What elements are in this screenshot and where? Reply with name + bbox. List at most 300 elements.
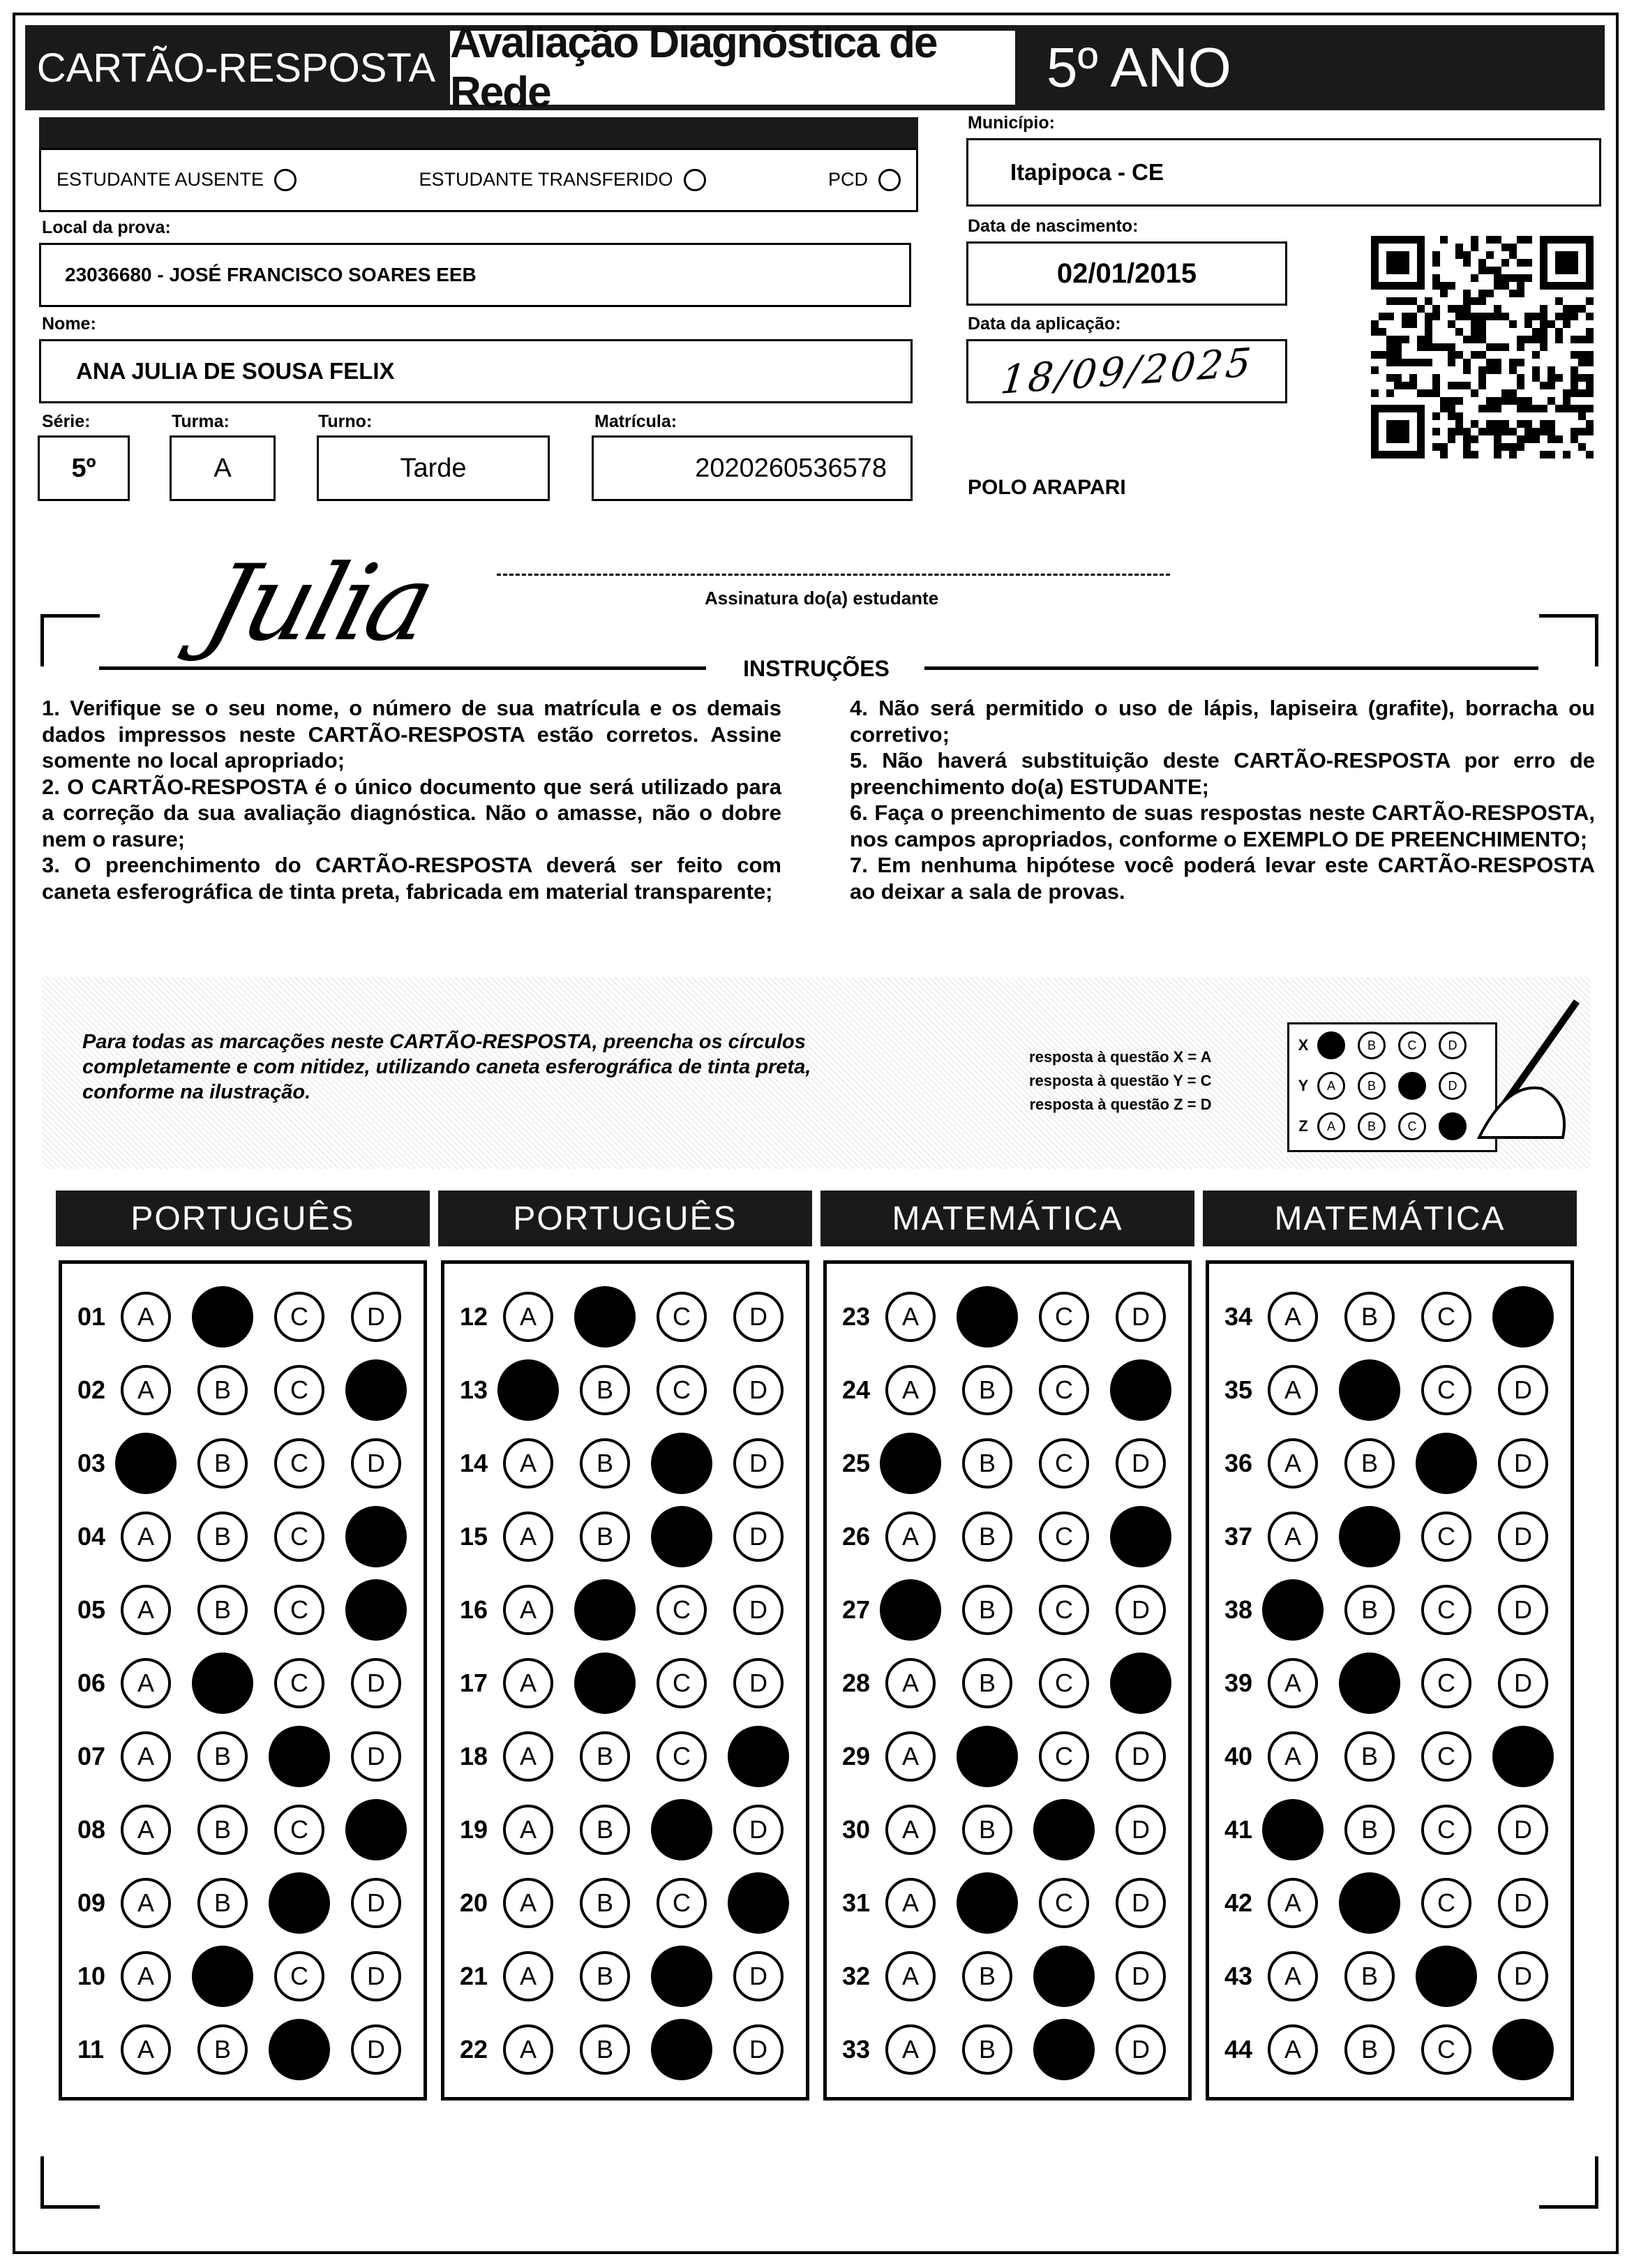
question-row — [77, 1292, 428, 1342]
answer-bubble-a[interactable]: A — [880, 1579, 941, 1641]
question-row — [1224, 1951, 1575, 2001]
answer-bubble-b[interactable]: B — [197, 1365, 248, 1415]
question-number: 26 — [842, 1522, 871, 1551]
answer-bubble-c[interactable]: C — [1039, 1512, 1089, 1562]
answer-bubble-c[interactable]: C — [1421, 1658, 1471, 1708]
question-number: 19 — [460, 1815, 488, 1844]
answer-bubble-a[interactable]: A — [503, 1438, 553, 1489]
answer-bubble-c[interactable]: C — [1421, 1878, 1471, 1928]
answer-column — [441, 1260, 809, 2101]
answer-bubble-a[interactable]: A — [121, 1585, 171, 1635]
answer-bubble-c[interactable]: C — [274, 1292, 324, 1342]
answer-bubble-c[interactable]: C — [1039, 1731, 1089, 1782]
matricula-label: Matrícula: — [594, 412, 677, 431]
answer-bubble-d[interactable]: D — [1492, 2019, 1554, 2080]
answer-bubble-a[interactable]: A — [885, 1731, 936, 1782]
answer-bubble-a[interactable]: A — [121, 2024, 171, 2075]
answer-bubble-c[interactable]: C — [1033, 2019, 1095, 2080]
answer-bubble-b[interactable]: B — [1339, 1506, 1400, 1567]
answer-bubble-c[interactable]: C — [657, 1292, 707, 1342]
instruction-3: 3. O preenchimento do CARTÃO-RESPOSTA deverá ser feito com caneta esferográfica de tinta preta, fabricada em material transparente; — [42, 853, 781, 904]
answer-bubble-d[interactable]: D — [1498, 1438, 1548, 1489]
local-label: Local da prova: — [42, 218, 171, 237]
answer-bubble-c[interactable]: C — [1039, 1438, 1089, 1489]
example-row — [1289, 1068, 1479, 1104]
example-legend — [1029, 1045, 1211, 1117]
answer-bubble-a[interactable]: A — [121, 1365, 171, 1415]
question-row — [460, 1951, 810, 2001]
transferred-checkbox[interactable] — [684, 169, 706, 191]
answer-bubble-a[interactable]: A — [121, 1731, 171, 1782]
corner-mark-bl — [40, 2156, 100, 2209]
exam-title: Avaliação Diagnóstica de Rede — [450, 31, 1015, 105]
answer-bubble-d[interactable]: D — [733, 2024, 784, 2075]
answer-bubble-d[interactable]: D — [1110, 1359, 1171, 1421]
answer-bubble-c[interactable]: C — [1421, 1292, 1471, 1342]
answer-bubble-a[interactable]: A — [503, 1805, 553, 1855]
answer-bubble-a[interactable]: A — [503, 1512, 553, 1562]
answer-bubble-a[interactable]: A — [1268, 1731, 1318, 1782]
question-number: 04 — [77, 1522, 106, 1551]
answer-bubble-c[interactable]: C — [1416, 1946, 1477, 2007]
question-number: 31 — [842, 1888, 871, 1917]
answer-bubble-b[interactable]: B — [1344, 1805, 1395, 1855]
question-row — [77, 1878, 428, 1928]
answer-bubble-b[interactable]: B — [192, 1652, 253, 1714]
answer-bubble-b[interactable]: B — [1339, 1359, 1400, 1421]
answer-bubble-d[interactable]: D — [1498, 1951, 1548, 2001]
answer-bubble-c[interactable]: C — [651, 1433, 712, 1494]
answer-bubble-a[interactable]: A — [121, 1512, 171, 1562]
answer-bubble-a[interactable]: A — [885, 1658, 936, 1708]
answer-bubble-c[interactable]: C — [1416, 1433, 1477, 1494]
question-row — [460, 1585, 810, 1635]
answer-bubble-b[interactable]: B — [192, 1286, 253, 1348]
example-text: Para todas as marcações neste CARTÃO-RESPOSTA, preencha os círculos completamente e com nitidez, utilizando caneta esferográfica de tinta preta, conforme na ilustração. — [82, 1031, 811, 1103]
answer-bubble-d[interactable]: D — [1498, 1365, 1548, 1415]
answer-bubble-b[interactable]: B — [580, 1951, 630, 2001]
question-number: 33 — [842, 2035, 871, 2064]
answer-bubble-c[interactable]: C — [657, 1365, 707, 1415]
answer-bubble-d[interactable]: D — [351, 1878, 401, 1928]
answer-bubble-a[interactable]: A — [1268, 1292, 1318, 1342]
answer-bubble-d[interactable]: D — [733, 1292, 784, 1342]
corner-mark-br — [1539, 2156, 1598, 2209]
answer-bubble-c[interactable]: C — [1421, 1805, 1471, 1855]
question-row — [460, 1658, 810, 1708]
nascimento-label: Data de nascimento: — [968, 216, 1139, 236]
answer-bubble-c[interactable]: C — [1421, 1731, 1471, 1782]
answer-bubble-b[interactable]: B — [962, 1951, 1012, 2001]
student-status-box — [39, 148, 918, 212]
answer-bubble-a[interactable]: A — [1268, 1951, 1318, 2001]
question-row — [1224, 1512, 1575, 1562]
question-number: 27 — [842, 1595, 871, 1624]
answer-bubble-d[interactable]: D — [1116, 1438, 1166, 1489]
answer-bubble-a[interactable]: A — [885, 1365, 936, 1415]
answer-bubble-c[interactable]: C — [269, 1872, 330, 1934]
answer-bubble-d[interactable]: D — [345, 1506, 407, 1567]
example-bubble: B — [1358, 1031, 1386, 1059]
question-row — [460, 1878, 810, 1928]
grade-title: 5º ANO — [1047, 36, 1231, 98]
answer-bubble-b[interactable]: B — [197, 1731, 248, 1782]
example-bubble: C — [1398, 1112, 1426, 1140]
example-bubble: B — [1358, 1072, 1386, 1100]
answer-bubble-c[interactable]: C — [657, 1731, 707, 1782]
answer-bubble-d[interactable]: D — [728, 1726, 789, 1787]
question-number: 13 — [460, 1375, 488, 1404]
question-row — [1224, 1585, 1575, 1635]
answer-bubble-d[interactable]: D — [733, 1512, 784, 1562]
answer-bubble-b[interactable]: B — [580, 1365, 630, 1415]
answer-bubble-d[interactable]: D — [1498, 1512, 1548, 1562]
answer-bubble-a[interactable]: A — [1268, 2024, 1318, 2075]
answer-bubble-b[interactable]: B — [957, 1872, 1018, 1934]
answer-bubble-b[interactable]: B — [962, 1585, 1012, 1635]
answer-bubble-a[interactable]: A — [115, 1433, 177, 1494]
question-number: 07 — [77, 1742, 106, 1770]
answer-bubble-b[interactable]: B — [197, 1438, 248, 1489]
answer-bubble-b[interactable]: B — [1344, 1292, 1395, 1342]
answer-bubble-d[interactable]: D — [1116, 1731, 1166, 1782]
example-bubble: A — [1317, 1031, 1345, 1059]
answer-bubble-c[interactable]: C — [274, 1658, 324, 1708]
answer-bubble-d[interactable]: D — [1498, 1878, 1548, 1928]
answer-bubble-c[interactable]: C — [274, 1585, 324, 1635]
answer-bubble-b[interactable]: B — [962, 1805, 1012, 1855]
instructions-rule-left — [99, 666, 706, 670]
answer-bubble-a[interactable]: A — [1268, 1878, 1318, 1928]
question-number: 44 — [1224, 2035, 1253, 2064]
answer-bubble-a[interactable]: A — [503, 1731, 553, 1782]
answer-bubble-b[interactable]: B — [580, 1512, 630, 1562]
answer-bubble-d[interactable]: D — [351, 1951, 401, 2001]
question-number: 36 — [1224, 1449, 1253, 1477]
answer-bubble-c[interactable]: C — [274, 1951, 324, 2001]
answer-bubble-c[interactable]: C — [1421, 2024, 1471, 2075]
answer-bubble-a[interactable]: A — [503, 1658, 553, 1708]
answer-bubble-a[interactable]: A — [497, 1359, 559, 1421]
answer-bubble-b[interactable]: B — [957, 1286, 1018, 1348]
question-row — [77, 1658, 428, 1708]
instructions-left — [42, 695, 781, 904]
answer-bubble-c[interactable]: C — [1039, 1585, 1089, 1635]
question-row — [460, 1365, 810, 1415]
answer-bubble-b[interactable]: B — [197, 1805, 248, 1855]
question-number: 10 — [77, 1962, 106, 1990]
answer-bubble-d[interactable]: D — [351, 1292, 401, 1342]
answer-bubble-d[interactable]: D — [1116, 1805, 1166, 1855]
aplicacao-field[interactable]: 18/09/2025 — [966, 339, 1287, 403]
answer-bubble-b[interactable]: B — [580, 1878, 630, 1928]
answer-bubble-d[interactable]: D — [1116, 1878, 1166, 1928]
instruction-2: 2. O CARTÃO-RESPOSTA é o único documento que será utilizado para a correção da sua avaliação diagnóstica. Não o amasse, não o dobre nem o rasure; — [42, 774, 781, 851]
answer-bubble-c[interactable]: C — [274, 1438, 324, 1489]
answer-bubble-c[interactable]: C — [274, 1512, 324, 1562]
question-number: 20 — [460, 1888, 488, 1917]
answer-bubble-b[interactable]: B — [192, 1946, 253, 2007]
question-row — [842, 1365, 1192, 1415]
transferred-option[interactable]: ESTUDANTE TRANSFERIDO — [419, 169, 705, 192]
question-row — [77, 1585, 428, 1635]
answer-bubble-b[interactable]: B — [962, 1658, 1012, 1708]
answer-bubble-b[interactable]: B — [1344, 1951, 1395, 2001]
example-bubble: D — [1439, 1031, 1467, 1059]
polo-name: POLO ARAPARI — [968, 476, 1126, 499]
answer-bubble-c[interactable]: C — [1039, 1658, 1089, 1708]
answer-bubble-b[interactable]: B — [1344, 1731, 1395, 1782]
answer-bubble-a[interactable]: A — [885, 1878, 936, 1928]
question-number: 35 — [1224, 1375, 1253, 1404]
instructions-title: INSTRUÇÕES — [743, 656, 890, 681]
absent-checkbox[interactable] — [274, 169, 297, 191]
example-bubble: D — [1439, 1112, 1467, 1140]
instructions-rule-right — [924, 666, 1538, 670]
question-number: 30 — [842, 1815, 871, 1844]
answer-bubble-a[interactable]: A — [1262, 1579, 1324, 1641]
answer-bubble-d[interactable]: D — [1116, 1951, 1166, 2001]
answer-bubble-d[interactable]: D — [1116, 1292, 1166, 1342]
answer-bubble-b[interactable]: B — [1339, 1872, 1400, 1934]
answer-bubble-d[interactable]: D — [345, 1579, 407, 1641]
answer-bubble-d[interactable]: D — [1498, 1585, 1548, 1635]
signature-handwriting[interactable]: Julia — [193, 543, 444, 664]
answer-bubble-c[interactable]: C — [274, 1365, 324, 1415]
answer-bubble-c[interactable]: C — [651, 1506, 712, 1567]
question-row — [460, 2024, 810, 2075]
answer-bubble-c[interactable]: C — [657, 1878, 707, 1928]
answer-bubble-c[interactable]: C — [269, 1726, 330, 1787]
question-number: 01 — [77, 1302, 106, 1331]
answer-bubble-c[interactable]: C — [1421, 1585, 1471, 1635]
answer-bubble-d[interactable]: D — [345, 1359, 407, 1421]
answer-column — [1206, 1260, 1574, 2101]
question-row — [1224, 1878, 1575, 1928]
question-number: 21 — [460, 1962, 488, 1990]
corner-mark-tr — [1539, 614, 1598, 666]
example-bubble: C — [1398, 1072, 1426, 1100]
answer-bubble-b[interactable]: B — [1339, 1652, 1400, 1714]
answer-bubble-a[interactable]: A — [885, 1951, 936, 2001]
turma-label: Turma: — [172, 412, 230, 431]
question-row — [842, 1951, 1192, 2001]
answer-bubble-a[interactable]: A — [885, 1805, 936, 1855]
example-legend-y: resposta à questão Y = C — [1029, 1072, 1212, 1089]
answer-bubble-b[interactable]: B — [580, 1805, 630, 1855]
answer-bubble-c[interactable]: C — [657, 1585, 707, 1635]
question-row — [842, 1731, 1192, 1782]
question-row — [460, 1292, 810, 1342]
example-bubble: C — [1398, 1031, 1426, 1059]
answer-bubble-c[interactable]: C — [274, 1805, 324, 1855]
question-row — [842, 2024, 1192, 2075]
answer-bubble-b[interactable]: B — [580, 2024, 630, 2075]
answer-bubble-a[interactable]: A — [503, 1951, 553, 2001]
question-number: 32 — [842, 1962, 871, 1990]
question-number: 22 — [460, 2035, 488, 2064]
municipio-field: Itapipoca - CE — [966, 138, 1601, 207]
answer-bubble-b[interactable]: B — [574, 1652, 636, 1714]
answer-bubble-d[interactable]: D — [733, 1438, 784, 1489]
question-row — [77, 1731, 428, 1782]
answer-bubble-c[interactable]: C — [269, 2019, 330, 2080]
answer-bubble-b[interactable]: B — [962, 2024, 1012, 2075]
answer-bubble-a[interactable]: A — [1268, 1512, 1318, 1562]
answer-bubble-b[interactable]: B — [957, 1726, 1018, 1787]
answer-bubble-c[interactable]: C — [1033, 1946, 1095, 2007]
nome-label: Nome: — [42, 314, 96, 334]
answer-bubble-a[interactable]: A — [503, 2024, 553, 2075]
question-number: 06 — [77, 1669, 106, 1697]
answer-column — [59, 1260, 427, 2101]
turma-field: A — [170, 435, 276, 501]
answer-bubble-d[interactable]: D — [1116, 1585, 1166, 1635]
corner-mark-tl — [40, 614, 100, 666]
answer-bubble-b[interactable]: B — [197, 1585, 248, 1635]
example-bubble: A — [1317, 1072, 1345, 1100]
instruction-6: 6. Faça o preenchimento de suas respostas neste CARTÃO-RESPOSTA, nos campos apropriados, conforme o EXEMPLO DE PREENCHIMENTO; — [850, 800, 1595, 851]
turno-label: Turno: — [318, 412, 373, 431]
answer-bubble-d[interactable]: D — [1492, 1726, 1554, 1787]
answer-bubble-b[interactable]: B — [574, 1286, 636, 1348]
question-number: 12 — [460, 1302, 488, 1331]
pen-hand-icon — [1465, 998, 1584, 1151]
answer-bubble-a[interactable]: A — [503, 1878, 553, 1928]
answer-bubble-b[interactable]: B — [962, 1365, 1012, 1415]
question-row — [1224, 2024, 1575, 2075]
answer-bubble-a[interactable]: A — [880, 1433, 941, 1494]
question-number: 02 — [77, 1375, 106, 1404]
example-bubble: D — [1439, 1072, 1467, 1100]
section-title: PORTUGUÊS — [438, 1191, 812, 1246]
answer-bubble-d[interactable]: D — [1110, 1506, 1171, 1567]
answer-bubble-c[interactable]: C — [651, 1799, 712, 1860]
answer-bubble-b[interactable]: B — [574, 1579, 636, 1641]
question-number: 40 — [1224, 1742, 1253, 1770]
answer-bubble-b[interactable]: B — [197, 1512, 248, 1562]
answer-bubble-a[interactable]: A — [121, 1292, 171, 1342]
answer-bubble-d[interactable]: D — [345, 1799, 407, 1860]
answer-bubble-d[interactable]: D — [728, 1872, 789, 1934]
question-number: 09 — [77, 1888, 106, 1917]
answer-bubble-d[interactable]: D — [733, 1658, 784, 1708]
answer-bubble-c[interactable]: C — [1033, 1799, 1095, 1860]
instructions-right — [850, 695, 1595, 904]
answer-bubble-a[interactable]: A — [1268, 1658, 1318, 1708]
question-row — [1224, 1805, 1575, 1855]
answer-bubble-c[interactable]: C — [1421, 1365, 1471, 1415]
instruction-7: 7. Em nenhuma hipótese você poderá levar este CARTÃO-RESPOSTA ao deixar a sala de provas. — [850, 853, 1595, 904]
question-row — [460, 1805, 810, 1855]
question-row — [460, 1512, 810, 1562]
answer-bubble-b[interactable]: B — [1344, 2024, 1395, 2075]
answer-bubble-c[interactable]: C — [657, 1658, 707, 1708]
answer-bubble-d[interactable]: D — [351, 1731, 401, 1782]
question-row — [77, 1512, 428, 1562]
answer-bubble-a[interactable]: A — [121, 1878, 171, 1928]
answer-bubble-d[interactable]: D — [351, 2024, 401, 2075]
answer-bubble-d[interactable]: D — [351, 1438, 401, 1489]
answer-bubble-b[interactable]: B — [580, 1438, 630, 1489]
answer-bubble-d[interactable]: D — [733, 1805, 784, 1855]
answer-bubble-b[interactable]: B — [580, 1731, 630, 1782]
question-number: 38 — [1224, 1595, 1253, 1624]
answer-bubble-d[interactable]: D — [1498, 1805, 1548, 1855]
answer-bubble-a[interactable]: A — [885, 1292, 936, 1342]
answer-bubble-d[interactable]: D — [733, 1365, 784, 1415]
answer-bubble-a[interactable]: A — [121, 1658, 171, 1708]
answer-bubble-a[interactable]: A — [503, 1292, 553, 1342]
answer-bubble-a[interactable]: A — [1268, 1438, 1318, 1489]
answer-bubble-b[interactable]: B — [197, 1878, 248, 1928]
question-row — [842, 1438, 1192, 1489]
status-bar — [39, 117, 918, 148]
answer-bubble-d[interactable]: D — [1116, 2024, 1166, 2075]
question-row — [1224, 1438, 1575, 1489]
answer-bubble-d[interactable]: D — [1498, 1658, 1548, 1708]
signature-label: Assinatura do(a) estudante — [705, 588, 939, 609]
question-row — [1224, 1365, 1575, 1415]
answer-bubble-c[interactable]: C — [1039, 1878, 1089, 1928]
example-row — [1289, 1108, 1479, 1144]
question-number: 18 — [460, 1742, 488, 1770]
municipio-label: Município: — [968, 113, 1055, 133]
answer-bubble-c[interactable]: C — [1039, 1365, 1089, 1415]
answer-bubble-a[interactable]: A — [121, 1951, 171, 2001]
answer-bubble-a[interactable]: A — [1262, 1799, 1324, 1860]
question-number: 23 — [842, 1302, 871, 1331]
question-row — [77, 1951, 428, 2001]
question-row — [77, 1805, 428, 1855]
answer-bubble-a[interactable]: A — [885, 1512, 936, 1562]
section-title: PORTUGUÊS — [56, 1191, 430, 1246]
absent-option[interactable]: ESTUDANTE AUSENTE — [57, 169, 297, 192]
answer-bubble-a[interactable]: A — [885, 2024, 936, 2075]
answer-bubble-c[interactable]: C — [1039, 1292, 1089, 1342]
serie-label: Série: — [42, 412, 91, 431]
answer-bubble-d[interactable]: D — [733, 1585, 784, 1635]
question-number: 28 — [842, 1669, 871, 1697]
answer-bubble-b[interactable]: B — [1344, 1438, 1395, 1489]
answer-bubble-a[interactable]: A — [1268, 1365, 1318, 1415]
pcd-checkbox[interactable] — [878, 169, 901, 191]
answer-bubble-a[interactable]: A — [503, 1585, 553, 1635]
question-row — [77, 2024, 428, 2075]
question-row — [77, 1365, 428, 1415]
answer-bubble-a[interactable]: A — [121, 1805, 171, 1855]
question-number: 15 — [460, 1522, 488, 1551]
answer-bubble-d[interactable]: D — [733, 1951, 784, 2001]
answer-bubble-b[interactable]: B — [962, 1438, 1012, 1489]
section-title: MATEMÁTICA — [820, 1191, 1194, 1246]
answer-bubble-c[interactable]: C — [1421, 1512, 1471, 1562]
answer-bubble-c[interactable]: C — [651, 1946, 712, 2007]
answer-bubble-b[interactable]: B — [1344, 1585, 1395, 1635]
instruction-1: 1. Verifique se o seu nome, o número de sua matrícula e os demais dados impressos neste CARTÃO-RESPOSTA estão corretos. Assine somente no local apropriado; — [42, 696, 781, 773]
question-row — [842, 1585, 1192, 1635]
question-row — [842, 1878, 1192, 1928]
question-row — [842, 1805, 1192, 1855]
answer-bubble-d[interactable]: D — [1492, 1286, 1554, 1348]
answer-bubble-d[interactable]: D — [351, 1658, 401, 1708]
answer-bubble-b[interactable]: B — [962, 1512, 1012, 1562]
answer-bubble-d[interactable]: D — [1110, 1652, 1171, 1714]
answer-bubble-c[interactable]: C — [651, 2019, 712, 2080]
answer-bubble-b[interactable]: B — [197, 2024, 248, 2075]
pcd-option[interactable]: PCD — [828, 169, 901, 192]
question-number: 39 — [1224, 1669, 1253, 1697]
